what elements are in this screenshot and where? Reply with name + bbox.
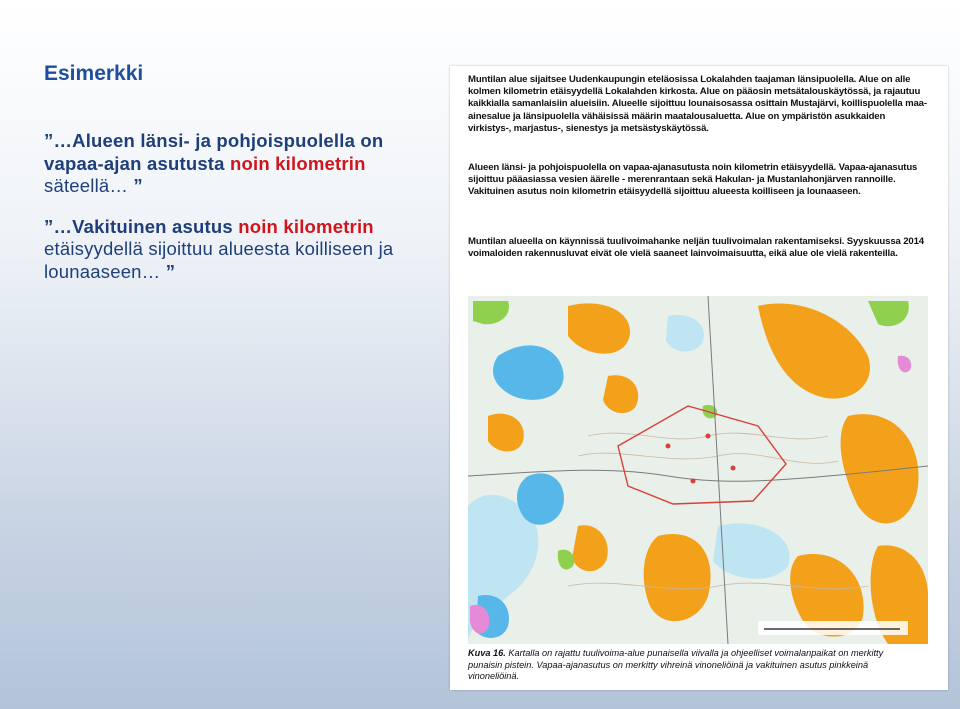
caption-text: Kartalla on rajattu tuulivoima-alue punaisella viivalla ja ohjeelliset voimalanpaikat on merkitty punaisin pistein. Vapaa-ajanasutus on merkitty vihreinä vinoneliöinä ja vakituinen asutus pinkkeinä vinoneliöinä. [468, 648, 884, 681]
bullet-quote-2 [44, 216, 444, 284]
turbine-site [706, 434, 711, 439]
document-paragraph-2: Alueen länsi- ja pohjoispuolella on vapaa-ajanasutusta noin kilometrin etäisyydellä. Vapaa-ajanasutus sijoittuu pääasiassa vesien äärelle - merenrantaan sekä Hakulan- ja Mustanlahonjärven rannoille. Vakituinen asutus noin kilometrin etäisyydellä sijoittuu alueesta koilliseen ja lounaaseen. [468, 162, 918, 198]
lake-mustajarvi [517, 473, 564, 524]
slide-title: Esimerkki [44, 62, 144, 85]
bullet-list [44, 130, 444, 301]
bullet-2-text-end: etäisyydellä sijoittuu alueesta koilliseen ja lounaaseen… [44, 238, 394, 282]
bullet-quote-1 [44, 130, 444, 198]
bullet-2-text: Vakituinen asutus [72, 215, 239, 237]
caption-label: Kuva 16. [468, 648, 506, 658]
map-graphic [468, 296, 928, 644]
document-excerpt-image [450, 66, 948, 690]
close-quote: ” [165, 260, 176, 282]
document-paragraph-3: Muntilan alueella on käynnissä tuulivoimahanke neljän tuulivoimalan rakentamiseksi. Syyskuussa 2014 voimaloiden rakennusluvat eivät ole vielä saaneet lainvoimaisuutta, eikä alue ole vielä rakenteilla. [468, 236, 924, 260]
close-quote: ” [133, 175, 143, 196]
turbine-site [666, 444, 671, 449]
figure-caption [468, 648, 918, 683]
bullet-2-highlight: noin kilometrin [238, 215, 374, 237]
orange-zone [644, 534, 711, 621]
open-quote: ”… [44, 215, 73, 237]
scale-bar [758, 621, 908, 635]
turbine-site [731, 466, 736, 471]
open-quote: ”… [44, 130, 73, 151]
bullet-1-text-end: säteellä… [44, 175, 129, 196]
bullet-1-highlight: noin kilometrin [230, 152, 366, 174]
document-paragraph-1: Muntilan alue sijaitsee Uudenkaupungin eteläosissa Lokalahden taajaman länsipuolella. Alue on alle kolmen kilometrin etäisyydellä Lokalahden kirkosta. Alue on pääosin metsätalouskäytössä, ja rajautuu kaikkialla samanlaisiin alueisiin. Alueelle sijoittuu lounaisosassa osittain Mustajärvi, koillispuolella maa-ainesalue ja länsipuolella vähäisissä määrin maatalousaluetta. Alue on ympäristön asukkaiden virkistys-, marjastus-, sienestys ja metsästyskäytössä. [468, 74, 927, 134]
turbine-site [691, 479, 696, 484]
map-figure [468, 296, 928, 644]
bullet-1-text: Alueen länsi- ja pohjoispuolella on vapaa-ajan asutusta [44, 130, 384, 174]
